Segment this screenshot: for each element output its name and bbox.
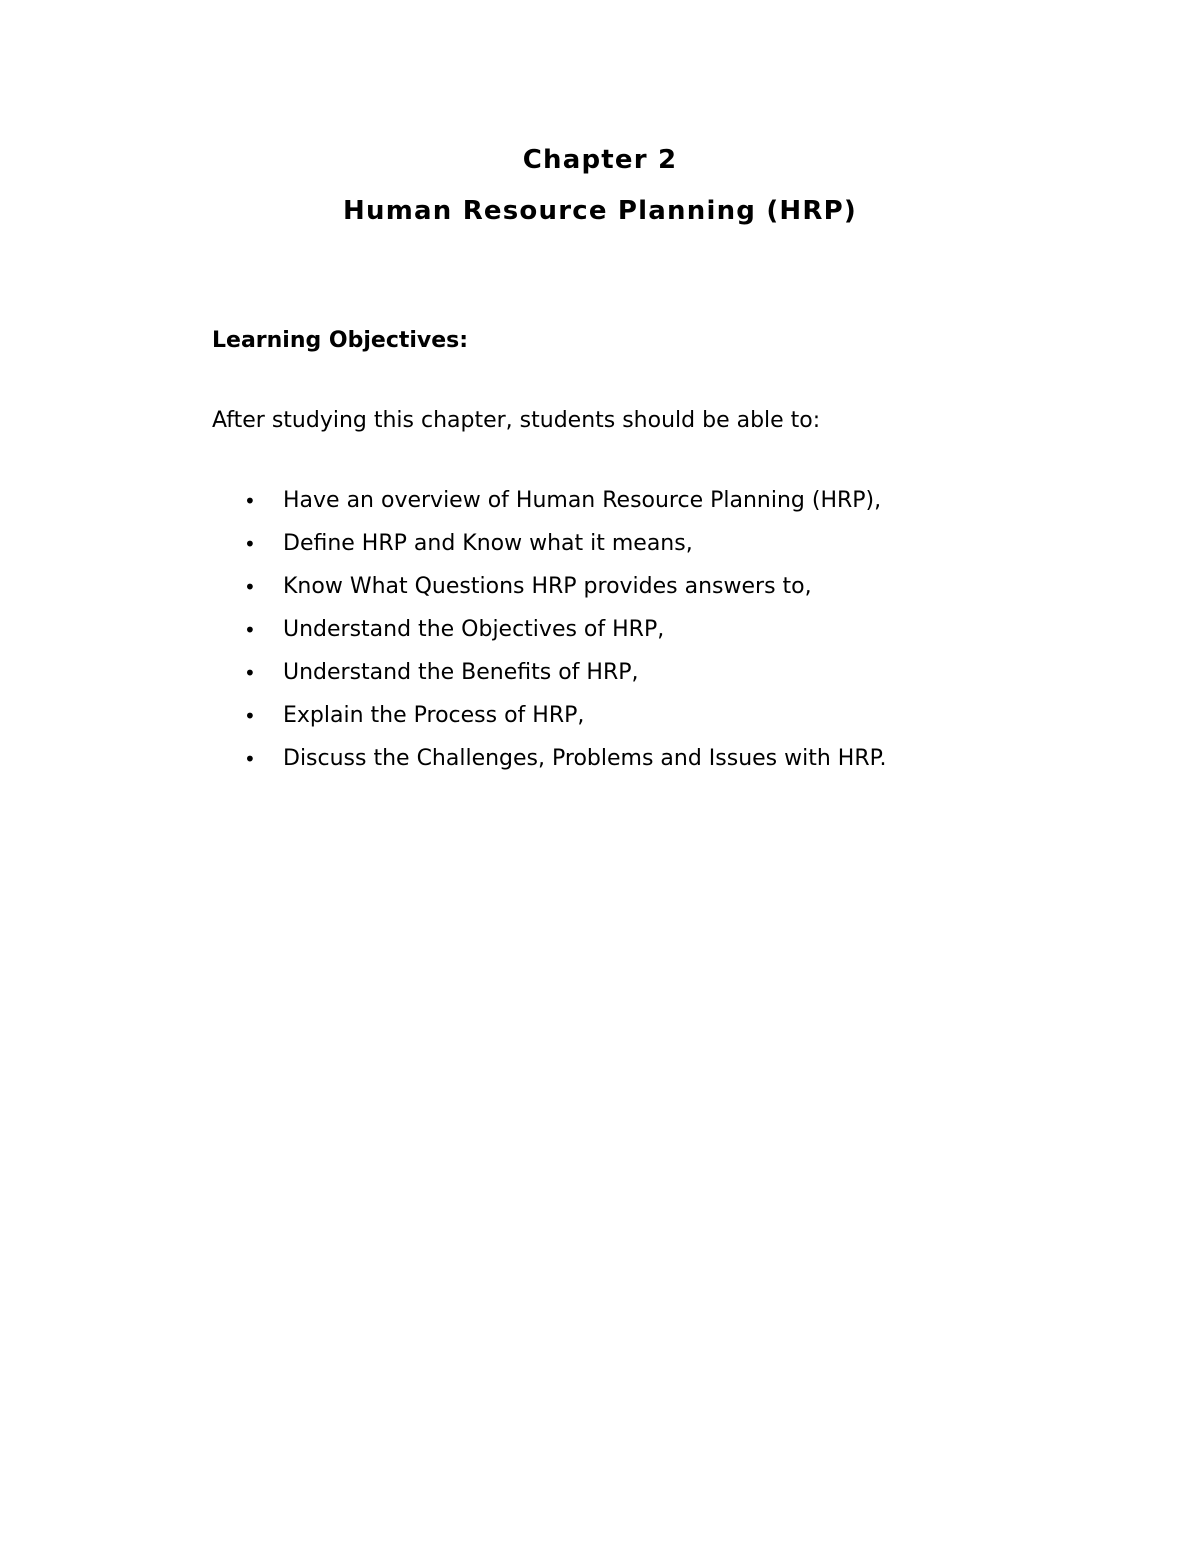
objective-text: Discuss the Challenges, Problems and Issues with HRP. [283,746,887,771]
objective-text: Define HRP and Know what it means, [283,531,693,556]
chapter-number: Chapter 2 [522,145,678,175]
chapter-title: Human Resource Planning (HRP) [343,196,857,226]
objective-text: Have an overview of Human Resource Planning (HRP), [283,488,882,513]
bullet-icon: • [244,532,256,556]
learning-objectives-heading: Learning Objectives: [212,328,469,353]
objective-text: Know What Questions HRP provides answers to, [283,574,812,599]
bullet-icon: • [244,704,256,728]
bullet-icon: • [244,618,256,642]
bullet-icon: • [244,747,256,771]
objective-text: Understand the Objectives of HRP, [283,617,665,642]
objective-text: Understand the Benefits of HRP, [283,660,639,685]
bullet-icon: • [244,575,256,599]
bullet-icon: • [244,661,256,685]
objective-text: Explain the Process of HRP, [283,703,585,728]
intro-sentence: After studying this chapter, students should be able to: [212,408,821,433]
bullet-icon: • [244,489,256,513]
